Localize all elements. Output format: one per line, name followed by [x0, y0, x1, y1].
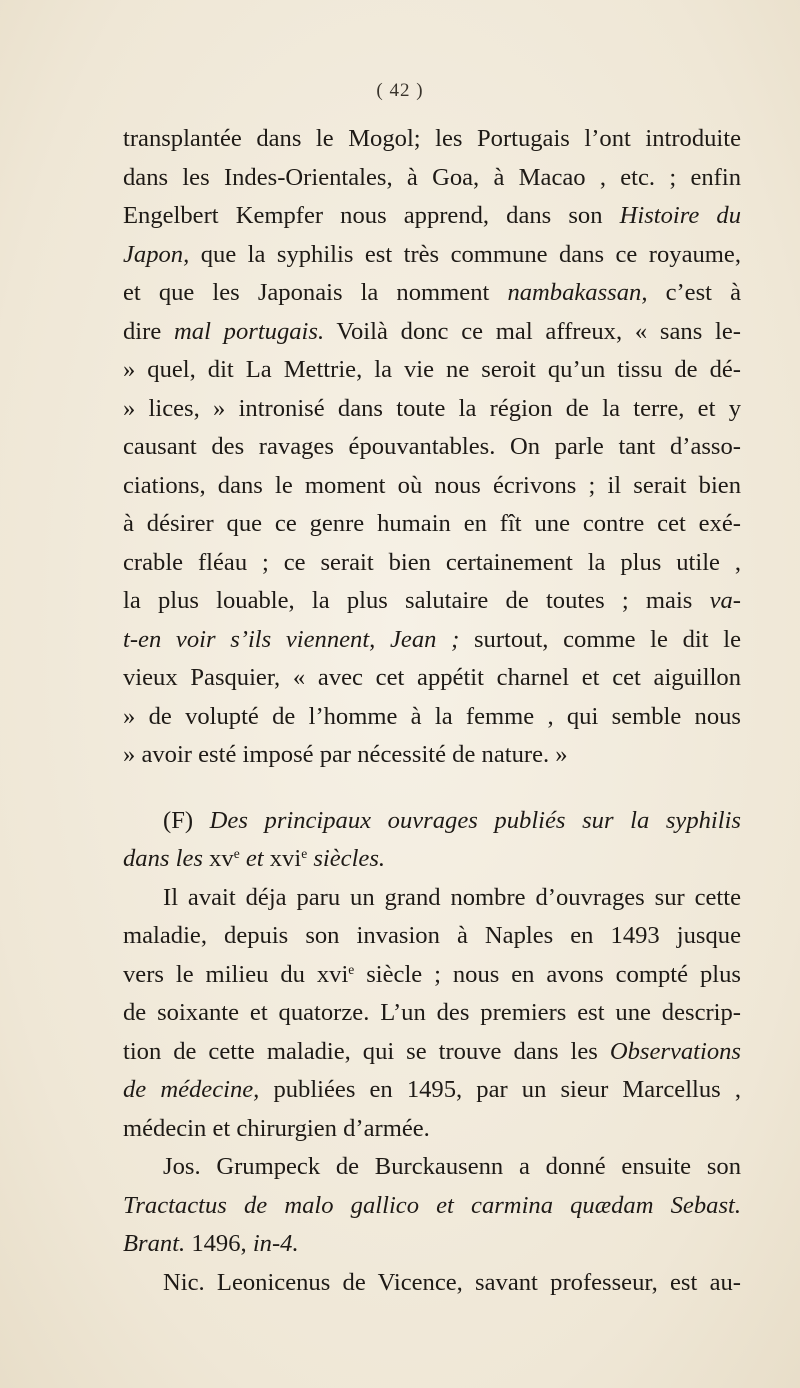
text-line: Japon, que la syphilis est très commune dans ce royaume,	[123, 240, 741, 268]
text-line: ciations, dans le moment où nous écrivons ; il serait bien	[123, 471, 741, 499]
text-line: vieux Pasquier, « avec cet appétit charnel et cet aiguillon	[123, 664, 741, 691]
text-line	[123, 1187, 741, 1226]
page-number: ( 42 )	[376, 80, 424, 101]
paragraph-continued	[123, 120, 741, 775]
text-line: (F) Des principaux ouvrages publiés sur la syphilis	[163, 806, 741, 834]
paragraph	[123, 1264, 741, 1303]
italic-quote: t-en voir s’ils viennent, Jean ;	[123, 625, 460, 653]
section-heading	[123, 802, 741, 879]
book-title: Tractactus de malo gallico et carmina quædam Sebast.	[123, 1191, 741, 1219]
text-line: tion de cette maladie, qui se trouve dans les Observations	[123, 1037, 741, 1065]
text-line: » avoir esté imposé par nécessité de nature. »	[123, 741, 568, 768]
text-line: la plus louable, la plus salutaire de toutes ; mais va-	[123, 587, 741, 614]
text-line: maladie, depuis son invasion à Naples en 1493 jusque	[123, 922, 741, 949]
text-line: dire mal portugais. Voilà donc ce mal affreux, « sans le-	[123, 317, 741, 345]
text-line: » quel, dit La Mettrie, la vie ne seroit qu’un tissu de dé-	[123, 356, 741, 383]
text-line: t-en voir s’ils viennent, Jean ; surtout, comme le dit le	[123, 625, 741, 653]
text-line: » lices, » intronisé dans toute la région de la terre, et y	[123, 394, 741, 422]
text-line: de soixante et quatorze. L’un des premiers est une descrip-	[123, 999, 741, 1026]
italic-term: mal portugais.	[174, 317, 325, 345]
text-line: médecin et chirurgien d’armée.	[123, 1114, 430, 1142]
text-line: Jos. Grumpeck de Burckausenn a donné ensuite son	[163, 1153, 741, 1180]
book-title: Japon,	[123, 240, 190, 268]
text-line: Nic. Leonicenus de Vicence, savant professeur, est au-	[163, 1268, 741, 1296]
text-line: vers le milieu du xvi$^e$ siècle ; nous en avons compté plus	[123, 960, 741, 988]
book-title: Observations	[609, 1037, 741, 1065]
text-line: » de volupté de l’homme à la femme , qui semble nous	[123, 702, 741, 730]
text-line: et que les Japonais la nomment nambakassan, c’est à	[123, 279, 742, 306]
text-line: crable fléau ; ce serait bien certainement la plus utile ,	[123, 548, 741, 576]
text-line: Brant. 1496, in-4.	[123, 1230, 299, 1257]
text-line: de médecine, publiées en 1495, par un sieur Marcellus ,	[123, 1076, 741, 1103]
book-title: de médecine,	[123, 1076, 260, 1103]
italic-quote: va-	[709, 587, 741, 614]
paragraph	[123, 1148, 741, 1264]
text-line: causant des ravages épouvantables. On parle tant d’asso-	[123, 433, 741, 460]
text-line: à désirer que ce genre humain en fît une contre cet exé-	[123, 510, 741, 537]
italic-term: nambakassan,	[507, 279, 648, 306]
text-line: transplantée dans le Mogol; les Portugais l’ont introduite	[123, 125, 741, 152]
book-title: Histoire du	[619, 202, 741, 229]
text-line: Engelbert Kempfer nous apprend, dans son Histoire du	[123, 202, 741, 229]
text-line: dans les $xv^e$ et xvi$^e$ siècles.	[123, 845, 386, 872]
text-line: dans les Indes-Orientales, à Goa, à Macao , etc. ; enfin	[123, 163, 741, 191]
text-line: Il avait déja paru un grand nombre d’ouvrages sur cette	[163, 883, 741, 911]
page-body	[123, 120, 741, 1302]
paragraph	[123, 879, 741, 1149]
